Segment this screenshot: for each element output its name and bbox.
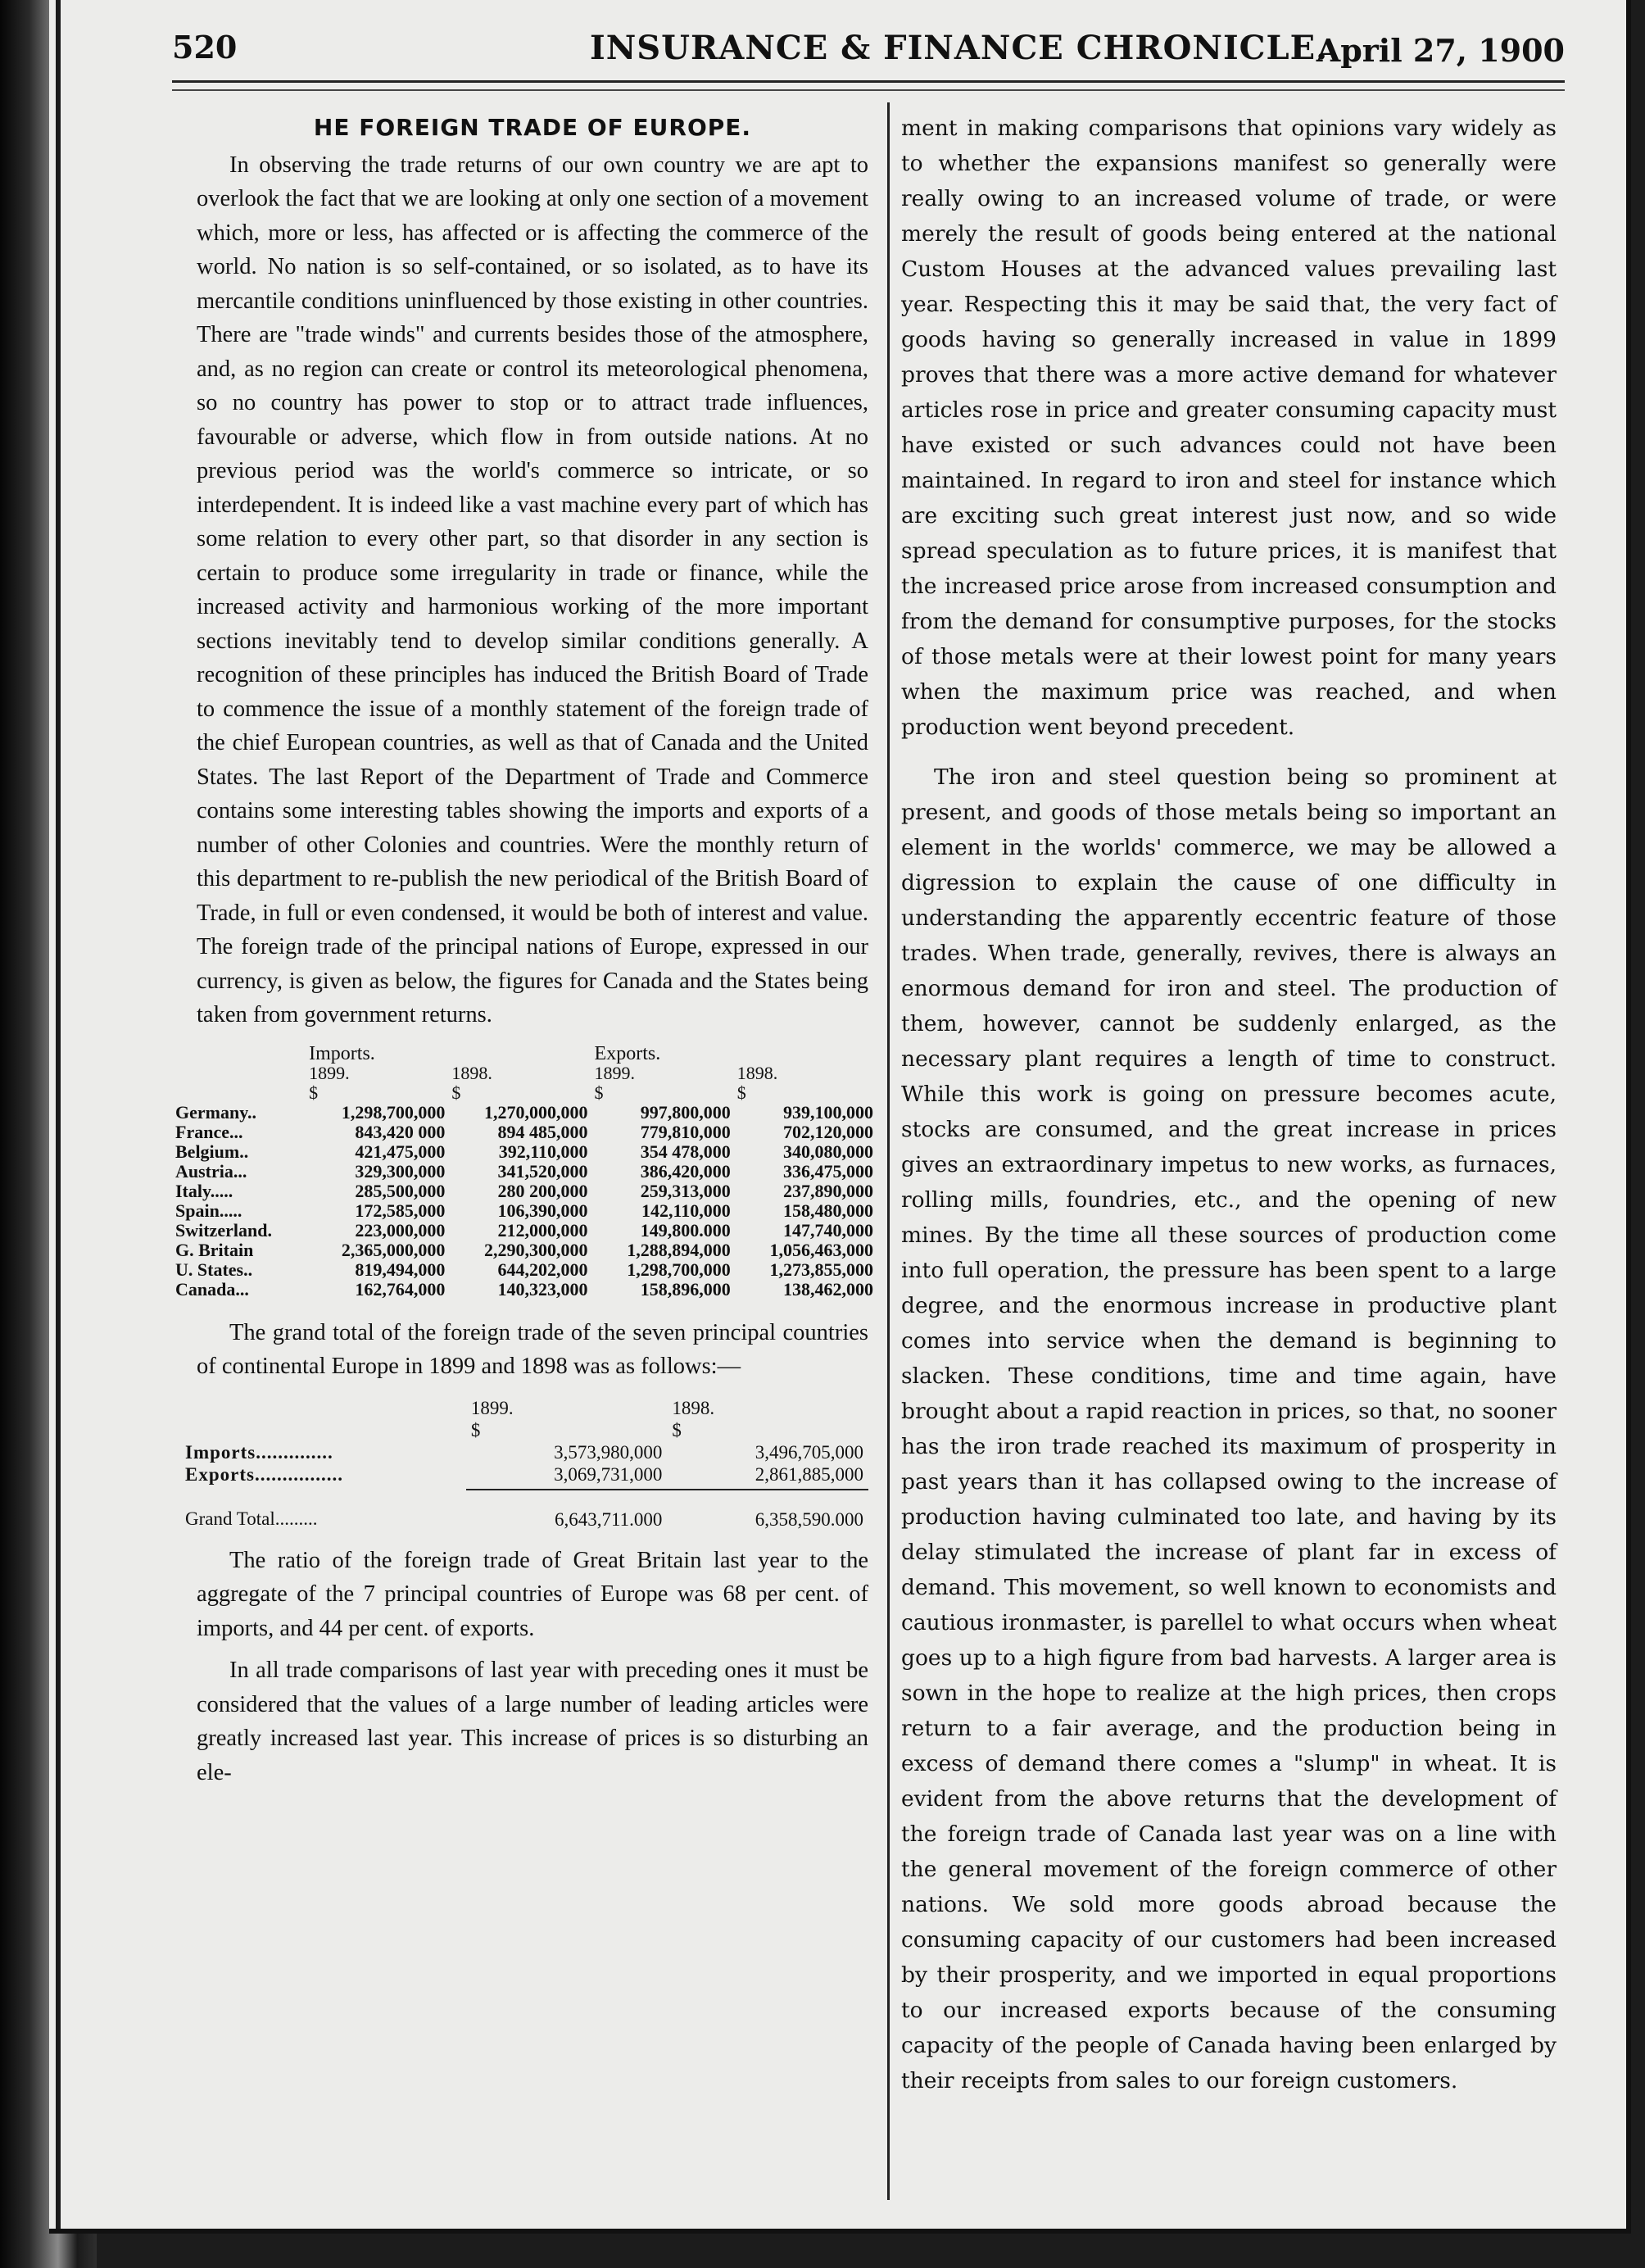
- continued-paragraph: ment in making comparisons that opinions vary widely as to whether the expansions manifest so generally were really owing to an increased volume of trade, or were merely the result of goods being entered at the national Custom Houses at the advanced values prevailing last year. Respecting this it may be said that, the very fact of goods having so generally increased in value in 1899 proves that there was a more active demand for whatever articles rose in price and greater consuming capacity must have existed or such advances could not have been maintained. In regard to iron and steel for instance which are exciting such great interest just now, and so wide spread speculation as to future prices, it is manifest that the increased price arose from increased consumption and from the demand for consumptive purposes, for the stocks of those metals were at their lowest point for many years when the maximum price was reached, and when production went beyond precedent.: [901, 116, 1557, 740]
- table-row: [172, 1182, 877, 1201]
- ratio-paragraph: The ratio of the foreign trade of Great Britain last year to the aggregate of the 7 principal countries of Europe was 68 per cent. of imports, and 44 per cent. of exports.: [197, 1547, 868, 1641]
- grand-total-label: Grand Total.........: [185, 1508, 318, 1529]
- trade-value: 106,390,000: [497, 1200, 588, 1221]
- trade-value: 147,740,000: [783, 1219, 873, 1241]
- table-row: [172, 1221, 877, 1241]
- imports-group-label: Imports.: [309, 1042, 375, 1064]
- unit-header: $: [594, 1082, 604, 1103]
- country-name: Austria...: [175, 1160, 247, 1182]
- table-row: [180, 1441, 868, 1463]
- trade-value: 644,202,000: [497, 1259, 588, 1280]
- comparison-paragraph: In all trade comparisons of last year with preceding ones it must be considered that the values of a large number of leading articles were greatly increased last year. This increase of prices is so disturbing an ele-: [197, 1658, 868, 1785]
- country-name: Spain.....: [175, 1200, 242, 1221]
- trade-value: 354 478,000: [640, 1141, 731, 1162]
- trade-value: 939,100,000: [783, 1101, 873, 1123]
- exports-group-label: Exports.: [594, 1042, 661, 1064]
- trade-value: 237,890,000: [783, 1180, 873, 1201]
- imports-label: Imports..............: [185, 1441, 333, 1463]
- year-header: 1899.: [309, 1062, 350, 1083]
- page-edge-rule: [56, 0, 61, 2229]
- year-header: 1898.: [672, 1397, 715, 1418]
- unit-header: $: [309, 1082, 319, 1103]
- table-row: [172, 1280, 877, 1300]
- country-name: France...: [175, 1121, 243, 1142]
- trade-value: 1,298,700,000: [627, 1259, 731, 1280]
- trade-value: 894 485,000: [497, 1121, 588, 1142]
- imports-total-1899: 3,573,980,000: [554, 1441, 663, 1463]
- grand-total-table: [180, 1397, 868, 1531]
- trade-value: 386,420,000: [640, 1160, 731, 1182]
- country-name: G. Britain: [175, 1239, 254, 1260]
- totals-unit-row: [180, 1419, 868, 1441]
- table-row: [172, 1142, 877, 1162]
- trade-table: [172, 1044, 877, 1300]
- trade-value: 336,475,000: [783, 1160, 873, 1182]
- country-name: Canada...: [175, 1278, 249, 1300]
- table-row: [172, 1201, 877, 1221]
- page-number: 520: [172, 29, 238, 66]
- exports-label: Exports................: [185, 1463, 343, 1485]
- trade-value: 172,585,000: [355, 1200, 446, 1221]
- trade-value: 779,810,000: [640, 1121, 731, 1142]
- trade-value: 1,288,894,000: [627, 1239, 731, 1260]
- trade-value: 421,475,000: [355, 1141, 446, 1162]
- trade-value: 158,480,000: [783, 1200, 873, 1221]
- trade-value: 2,290,300,000: [484, 1239, 588, 1260]
- trade-value: 149,800.000: [640, 1219, 731, 1241]
- trade-value: 1,056,463,000: [769, 1239, 873, 1260]
- country-name: Italy.....: [175, 1180, 233, 1201]
- table-row: [172, 1260, 877, 1280]
- trade-value: 280 200,000: [497, 1180, 588, 1201]
- trade-value: 162,764,000: [355, 1278, 446, 1300]
- trade-value: 1,270,000,000: [484, 1101, 588, 1123]
- year-header: 1899.: [594, 1062, 636, 1083]
- iron-steel-paragraph: The iron and steel question being so prominent at present, and goods of those metals being so important an element in the worlds' commerce, we may be allowed a digression to explain the cause of one difficulty in understanding the apparently eccentric feature of those trades. When trade, generally, revives, there is always an enormous demand for iron and steel. The production of them, however, cannot be suddenly enlarged, as the necessary plant requires a length of time to construct. While this work is going on pressure becomes acute, stocks are consumed, and the great increase in prices gives an extraordinary impetus to new works, as furnaces, rolling mills, foundries, etc., and the opening of new mines. By the time all these sources of production come into full operation, the pressure has been spent to a large degree, and the enormous increase in productive plant comes into service when the demand is beginning to slacken. These conditions, time and time again, have brought about a rapid reaction in prices, so that, no sooner has the iron trade reached its maximum of prosperity in past years than it has collapsed owing to the increase of production having culminated too late, and having by its delay stimulated the increase of plant far in excess of demand. This movement, so well known to economists and cautious ironmaster, is parellel to what occurs when wheat goes up to a high figure from bad harvests. A larger area is sown in the hope to realize at the high prices, then crops return to a fair average, and the production being in excess of demand there comes a "slump" in wheat. It is evident from the above returns that the development of the foreign trade of Canada last year was on a line with the general movement of the foreign commerce of other nations. We sold more goods abroad because the consuming capacity of our customers had been increased by their prosperity, and we imported in equal proportions to our increased exports because of the consuming capacity of the people of Canada having been enlarged by their receipts from sales to our foreign customers.: [901, 764, 1557, 2093]
- trade-value: 702,120,000: [783, 1121, 873, 1142]
- table-row: [172, 1103, 877, 1123]
- trade-value: 997,800,000: [640, 1101, 731, 1123]
- right-column: [901, 111, 1557, 2098]
- grand-total-1899: 6,643,711.000: [555, 1508, 663, 1530]
- trade-value: 223,000,000: [355, 1219, 446, 1241]
- header-rule: [172, 80, 1565, 91]
- article-headline: HE FOREIGN TRADE OF EUROPE.: [313, 114, 752, 141]
- trade-value: 138,462,000: [783, 1278, 873, 1300]
- year-header: 1898.: [736, 1062, 778, 1083]
- trade-value: 212,000,000: [497, 1219, 588, 1241]
- trade-value: 341,520,000: [497, 1160, 588, 1182]
- trade-value: 158,896,000: [640, 1278, 731, 1300]
- trade-value: 843,420 000: [355, 1121, 446, 1142]
- year-header: 1898.: [451, 1062, 492, 1083]
- left-column: [175, 111, 873, 1789]
- country-name: U. States..: [175, 1259, 253, 1280]
- trade-value: 140,323,000: [497, 1278, 588, 1300]
- grand-total-intro: The grand total of the foreign trade of the seven principal countries of continental Europe in 1899 and 1898 was as follows:—: [197, 1319, 868, 1379]
- intro-paragraph: In observing the trade returns of our own country we are apt to overlook the fact that we are looking at only one section of a movement which, more or less, has affected or is affecting the commerce of the world. No nation is so self-contained, or so isolated, as to have its mercantile conditions uninfluenced by those existing in other countries. There are "trade winds" and currents besides those of the atmosphere, and, as no region can create or control its meteorological phenomena, so no country has power to stop or to attract trade influences, favourable or adverse, which flow in from outside nations. At no previous period was the world's commerce so intricate, or so interdependent. It is indeed like a vast machine every part of which has some relation to every other part, so that disorder in any section is certain to produce some irregularity in trade or finance, while the increased activity and harmonious working of the more important sections inevitably tend to develop similar conditions generally. A recognition of these principles has induced the British Board of Trade to commence the issue of a monthly statement of the foreign trade of the chief European countries, as well as that of Canada and the United States. The last Report of the Department of Trade and Commerce contains some interesting tables showing the imports and exports of a number of other Colonies and countries. Were the monthly return of this department to re-publish the new periodical of the British Board of Trade, in full or even condensed, it would be both of interest and value. The foreign trade of the principal nations of Europe, expressed in our currency, is given as below, the figures for Canada and the States being taken from government returns.: [197, 152, 868, 1027]
- unit-header: $: [672, 1419, 682, 1440]
- trade-value: 142,110,000: [641, 1200, 731, 1221]
- exports-total-1898: 2,861,885,000: [755, 1463, 863, 1485]
- trade-value: 340,080,000: [783, 1141, 873, 1162]
- publication-title: INSURANCE & FINANCE CHRONICLE.: [590, 29, 1329, 67]
- column-divider: [887, 102, 890, 2200]
- page-header: [172, 29, 1565, 78]
- unit-header: $: [470, 1419, 481, 1440]
- trade-table-year-row: [172, 1064, 877, 1083]
- table-row: [172, 1123, 877, 1142]
- table-row: [172, 1162, 877, 1182]
- country-name: Belgium..: [175, 1141, 249, 1162]
- table-row: [172, 1241, 877, 1260]
- imports-total-1898: 3,496,705,000: [755, 1441, 863, 1463]
- trade-table-group-row: [172, 1044, 877, 1064]
- trade-value: 1,298,700,000: [341, 1101, 446, 1123]
- trade-value: 285,500,000: [355, 1180, 446, 1201]
- unit-header: $: [451, 1082, 461, 1103]
- trade-value: 2,365,000,000: [341, 1239, 446, 1260]
- exports-total-1899: 3,069,731,000: [554, 1463, 663, 1485]
- table-row: [180, 1490, 868, 1531]
- year-header: 1899.: [470, 1397, 514, 1418]
- unit-header: $: [736, 1082, 746, 1103]
- trade-value: 329,300,000: [355, 1160, 446, 1182]
- issue-date: April 27, 1900: [1316, 32, 1565, 69]
- grand-total-1898: 6,358,590.000: [755, 1508, 863, 1530]
- country-name: Switzerland.: [175, 1219, 272, 1241]
- trade-value: 259,313,000: [640, 1180, 731, 1201]
- totals-year-row: [180, 1397, 868, 1419]
- trade-value: 819,494,000: [355, 1259, 446, 1280]
- table-row: [180, 1463, 868, 1486]
- country-name: Germany..: [175, 1101, 256, 1123]
- trade-value: 1,273,855,000: [769, 1259, 873, 1280]
- trade-table-unit-row: [172, 1083, 877, 1103]
- trade-value: 392,110,000: [498, 1141, 588, 1162]
